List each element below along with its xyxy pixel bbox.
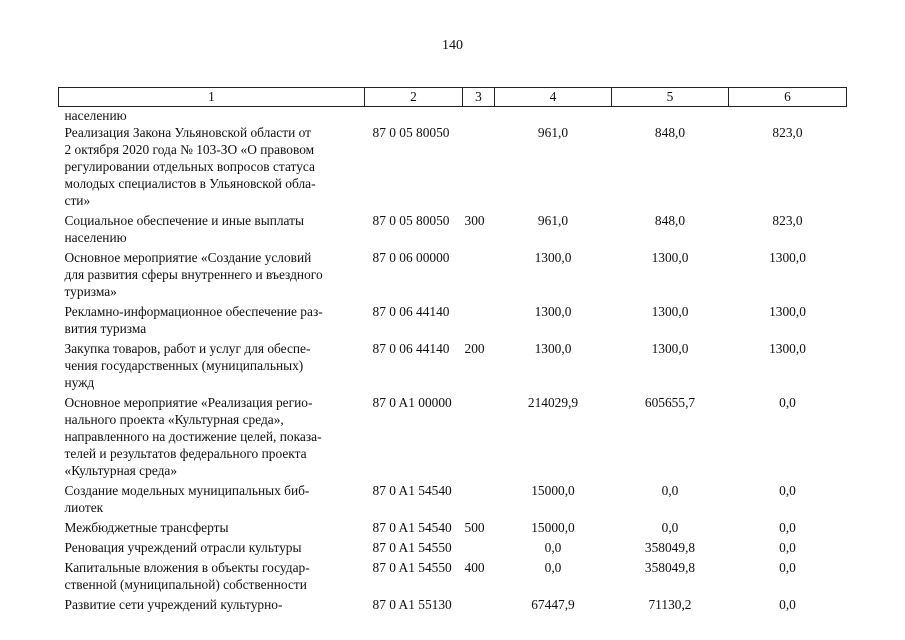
- table-row: [59, 596, 847, 616]
- row-value-col4: 1300,0: [534, 341, 572, 356]
- row-value-col4: 961,0: [537, 125, 569, 140]
- row-code: 87 0 05 80050: [372, 125, 450, 140]
- row-name: [59, 394, 365, 482]
- row-code: 87 0 06 44140: [372, 304, 450, 319]
- row-name-line: Основное мероприятие «Создание условий: [64, 250, 312, 265]
- row-value-col4: 214029,9: [527, 395, 579, 410]
- header-col-3: 3: [463, 88, 495, 107]
- table-row: [59, 482, 847, 519]
- row-value-col4: 15000,0: [531, 483, 575, 498]
- row-name-line: нужд: [64, 375, 95, 390]
- row-value-col6: 0,0: [779, 520, 796, 535]
- row-value-col4: 0,0: [544, 540, 562, 555]
- row-value-col5: 848,0: [654, 213, 686, 228]
- row-code: 87 0 05 80050: [372, 213, 450, 228]
- row-code: [365, 107, 463, 125]
- header-col-4: 4: [495, 88, 612, 107]
- row-name-line: Социальное обеспечение и иные выплаты: [64, 213, 305, 228]
- table-row: [59, 212, 847, 249]
- row-name: [59, 539, 365, 559]
- table-row: [59, 303, 847, 340]
- row-value-col5: 848,0: [654, 125, 686, 140]
- row-name-line: населению: [64, 108, 127, 123]
- row-value-col6: 1300,0: [769, 250, 806, 265]
- row-name: [59, 124, 365, 212]
- row-name-line: лиотек: [64, 500, 104, 515]
- row-name-line: Межбюджетные трансферты: [64, 520, 229, 535]
- row-value-col6: 1300,0: [769, 304, 806, 319]
- row-name-line: чения государственных (муниципальных): [64, 358, 304, 373]
- row-type: [463, 249, 495, 303]
- header-col-5: 5: [612, 88, 729, 107]
- row-value-col5: 358049,8: [644, 540, 696, 555]
- row-name: [59, 596, 365, 616]
- row-value-col6: 0,0: [779, 540, 796, 555]
- row-value-col4: 961,0: [537, 213, 569, 228]
- row-name-line: Создание модельных муниципальных биб-: [64, 483, 310, 498]
- row-value-col4: 67447,9: [531, 597, 575, 612]
- row-name-line: Реновация учреждений отрасли культуры: [64, 540, 302, 555]
- row-name-line: сти»: [64, 193, 91, 208]
- row-value-col6: 1300,0: [769, 341, 806, 356]
- row-name: [59, 519, 365, 539]
- table-row: [59, 124, 847, 212]
- row-type: [463, 482, 495, 519]
- row-name: [59, 340, 365, 394]
- row-value-col6: 0,0: [779, 560, 796, 575]
- row-name: [59, 212, 365, 249]
- row-value-col5: 358049,8: [644, 560, 696, 575]
- table-row: [59, 539, 847, 559]
- row-value-col5: 1300,0: [651, 341, 689, 356]
- row-value-col5: 0,0: [661, 483, 679, 498]
- header-row: [59, 88, 847, 107]
- row-value-col4: 15000,0: [531, 520, 575, 535]
- row-code: 87 0 06 44140: [372, 341, 450, 356]
- row-value-col5: [612, 107, 729, 125]
- row-type: 400: [464, 560, 485, 575]
- row-name-line: вития туризма: [64, 321, 147, 336]
- row-name-line: Основное мероприятие «Реализация регио-: [64, 395, 313, 410]
- table-body: [59, 107, 847, 617]
- row-name-line: для развития сферы внутреннего и въездного: [64, 267, 323, 282]
- row-name: [59, 559, 365, 596]
- table-row: [59, 394, 847, 482]
- row-value-col5: 0,0: [661, 520, 679, 535]
- row-name-line: регулировании отдельных вопросов статуса: [64, 159, 315, 174]
- row-name: [59, 303, 365, 340]
- row-name-line: ственной (муниципальной) собственности: [64, 577, 307, 592]
- row-value-col4: 1300,0: [534, 304, 572, 319]
- table-row: [59, 249, 847, 303]
- row-name-line: Развитие сети учреждений культурно-: [64, 597, 283, 612]
- row-code: 87 0 A1 54540: [372, 520, 452, 535]
- row-code: 87 0 A1 54540: [372, 483, 452, 498]
- row-code: 87 0 A1 00000: [372, 395, 452, 410]
- row-name-line: «Культурная среда»: [64, 463, 178, 478]
- header-col-1: 1: [59, 88, 365, 107]
- row-value-col4: 1300,0: [534, 250, 572, 265]
- row-value-col5: 1300,0: [651, 250, 689, 265]
- row-name: [59, 482, 365, 519]
- row-name-line: населению: [64, 230, 127, 245]
- row-value-col6: 823,0: [772, 125, 803, 140]
- row-name-line: туризма»: [64, 284, 117, 299]
- table-row: [59, 559, 847, 596]
- row-type: 300: [464, 213, 485, 228]
- row-type: [463, 124, 495, 212]
- row-value-col4: 0,0: [544, 560, 562, 575]
- row-type: 200: [464, 341, 485, 356]
- row-value-col6: [729, 107, 847, 125]
- row-type: [463, 539, 495, 559]
- row-type: 500: [464, 520, 485, 535]
- table-row: [59, 519, 847, 539]
- row-name-line: 2 октября 2020 года № 103-ЗО «О правовом: [64, 142, 315, 157]
- row-name: [59, 249, 365, 303]
- row-name-line: Реализация Закона Ульяновской области от: [64, 125, 311, 140]
- row-value-col6: 0,0: [779, 395, 796, 410]
- row-value-col6: 823,0: [772, 213, 803, 228]
- table-header: [59, 88, 847, 107]
- table-row: [59, 340, 847, 394]
- budget-table: [58, 87, 847, 616]
- row-name: [59, 107, 365, 125]
- table-row: [59, 107, 847, 125]
- page-number: 140: [442, 38, 463, 53]
- row-type: [463, 394, 495, 482]
- row-value-col5: 1300,0: [651, 304, 689, 319]
- row-value-col5: 71130,2: [648, 597, 692, 612]
- row-code: 87 0 A1 54550: [372, 540, 452, 555]
- row-name-line: Капитальные вложения в объекты государ-: [64, 560, 310, 575]
- row-code: 87 0 A1 54550: [372, 560, 452, 575]
- row-name-line: молодых специалистов в Ульяновской обла-: [64, 176, 316, 191]
- row-type: [463, 303, 495, 340]
- row-value-col5: 605655,7: [644, 395, 696, 410]
- row-code: 87 0 A1 55130: [372, 597, 452, 612]
- row-value-col4: [495, 107, 612, 125]
- header-col-6: 6: [729, 88, 847, 107]
- row-value-col6: 0,0: [779, 597, 796, 612]
- row-type: [463, 107, 495, 125]
- row-name-line: Закупка товаров, работ и услуг для обеспе-: [64, 341, 311, 356]
- row-code: 87 0 06 00000: [372, 250, 450, 265]
- row-value-col6: 0,0: [779, 483, 796, 498]
- header-col-2: 2: [365, 88, 463, 107]
- row-name-line: нального проекта «Культурная среда»,: [64, 412, 284, 427]
- row-name-line: Рекламно-информационное обеспечение раз-: [64, 304, 323, 319]
- row-name-line: направленного на достижение целей, показа-: [64, 429, 322, 444]
- row-type: [463, 596, 495, 616]
- row-name-line: телей и результатов федерального проекта: [64, 446, 307, 461]
